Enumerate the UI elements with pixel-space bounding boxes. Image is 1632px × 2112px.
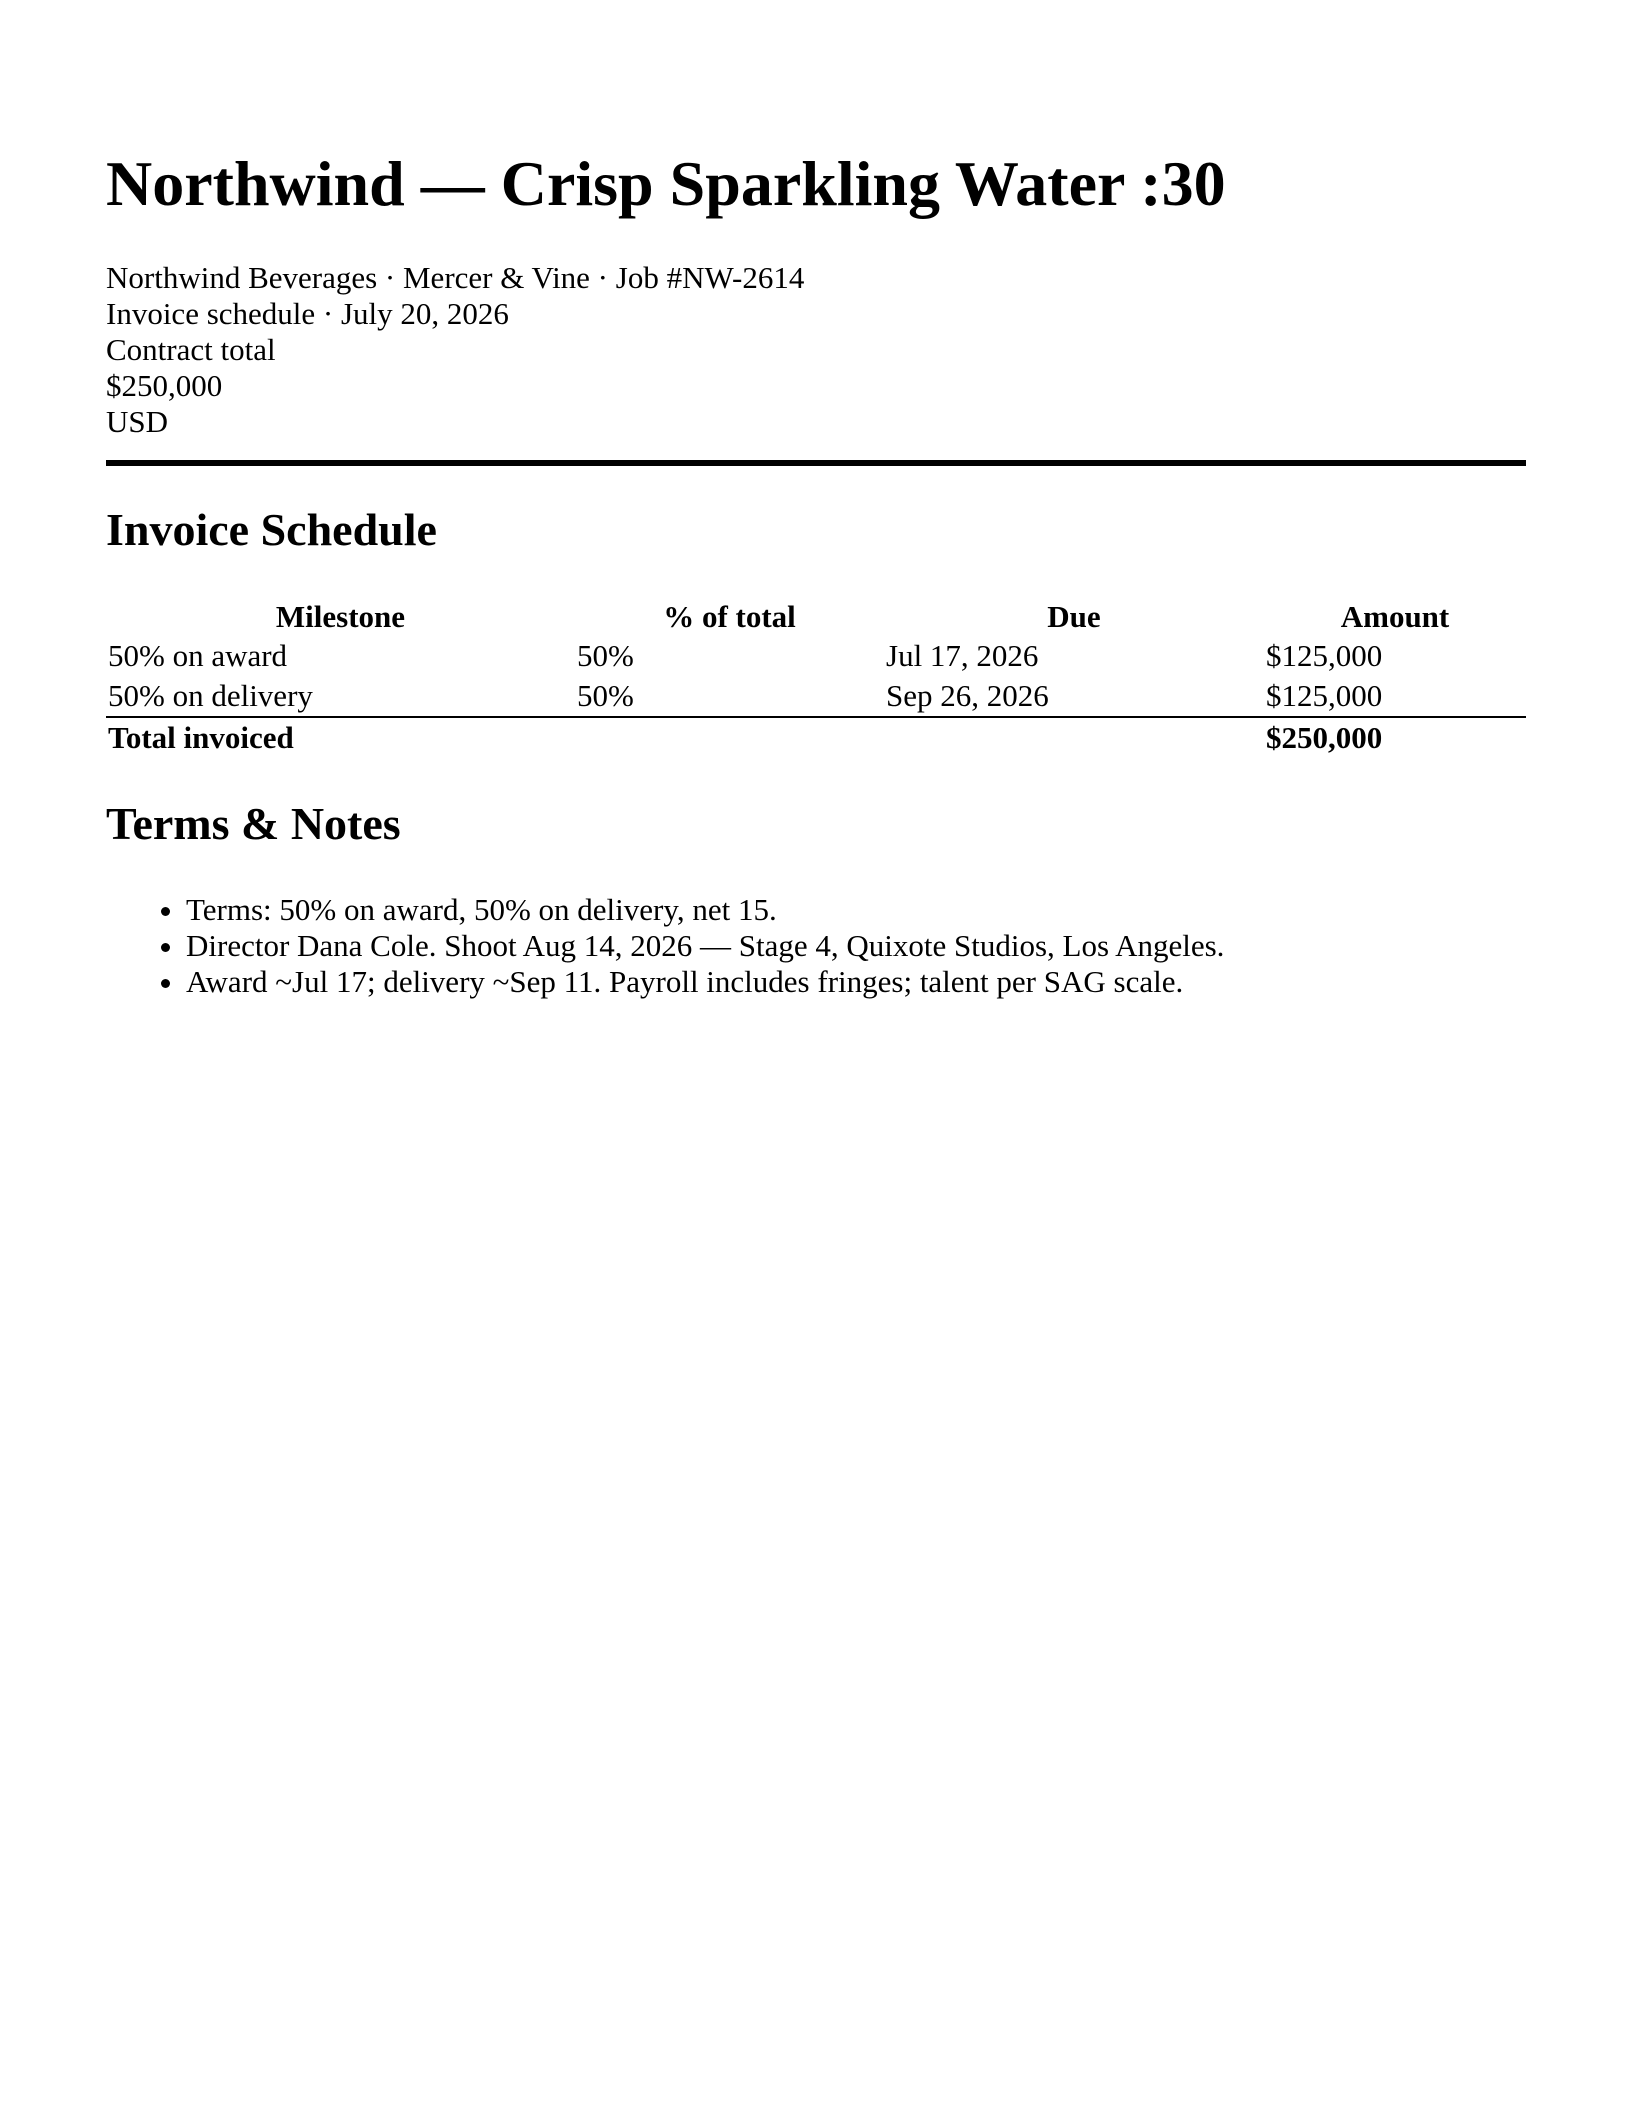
total-empty-cell [884,717,1264,758]
amount-cell: $125,000 [1266,638,1383,673]
terms-list [106,892,1526,1000]
amount-cell: $125,000 [1266,678,1383,713]
table-row [106,676,1526,717]
due-cell: Sep 26, 2026 [886,678,1049,713]
due-cell: Jul 17, 2026 [886,638,1039,673]
total-row [106,717,1526,758]
milestone-cell: 50% on delivery [108,678,313,713]
total-amount: $250,000 [1264,717,1526,758]
contract-total-label: Contract total [106,332,276,367]
column-header-percent: % of total [663,599,796,634]
invoice-schedule-table [106,598,1526,758]
total-label: Total invoiced [106,717,575,758]
table-header-row [106,598,1526,636]
column-header-amount: Amount [1340,599,1450,634]
schedule-date-line: Invoice schedule · July 20, 2026 [106,296,509,331]
invoice-schedule-heading: Invoice Schedule [106,504,437,555]
column-header-due: Due [1047,599,1101,634]
document-meta [106,260,1526,440]
terms-heading: Terms & Notes [106,798,401,849]
column-header-milestone: Milestone [275,599,406,634]
list-item: • Award ~Jul 17; delivery ~Sep 11. Payroll includes fringes; talent per SAG scale. [186,964,1526,1000]
list-item: • Terms: 50% on award, 50% on delivery, net 15. [186,892,1526,928]
total-empty-cell [575,717,884,758]
client-agency-job-line: Northwind Beverages · Mercer & Vine · Job #NW-2614 [106,260,805,295]
milestone-cell: 50% on award [108,638,288,673]
percent-cell: 50% [577,638,634,673]
table-row [106,636,1526,676]
header-divider [106,460,1526,466]
contract-currency: USD [106,404,169,439]
list-item: • Director Dana Cole. Shoot Aug 14, 2026 — Stage 4, Quixote Studios, Los Angeles. [186,928,1526,964]
document-title: Northwind — Crisp Sparkling Water :30 [106,148,1226,219]
percent-cell: 50% [577,678,634,713]
contract-total-amount: $250,000 [106,368,223,403]
